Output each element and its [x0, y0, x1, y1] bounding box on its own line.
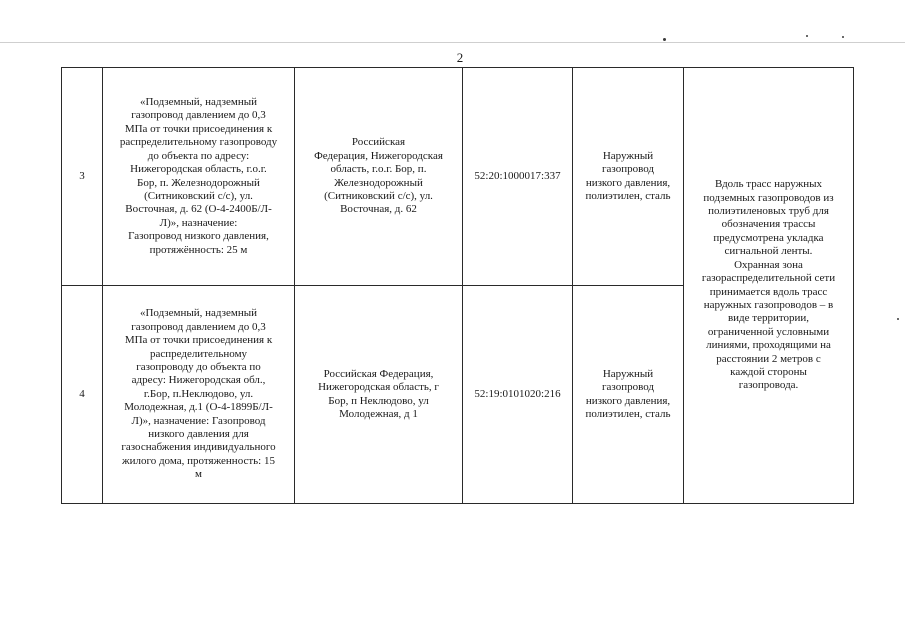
location-cell	[295, 68, 463, 286]
object-type: Наружный газопровод низкого давления, полиэтилен, сталь	[585, 149, 671, 202]
scan-speck	[842, 36, 844, 38]
object-description: «Подземный, надземный газопровод давлением до 0,3 МПа от точки присоединения к распределительному газопроводу до объекта по адресу: Нижегородская обл., г.Бор, п.Неклюдово, ул. Молодежная, д.1 (О-4-1899Б/Л- Л)», назначение: Газопровод низкого давления для газоснабжения индивидуального жилого дома, протяженность: 15 м	[121, 307, 276, 481]
scan-speck	[663, 38, 666, 41]
location-cell	[295, 286, 463, 504]
row-number-cell	[62, 68, 103, 286]
protection-zone-note: Вдоль трасс наружных подземных газопроводов из полиэтиленовых труб для обозначения трассы предусмотрена укладка сигнальной ленты. Охранная зона газораспределительной сети принимается вдоль трасс наружных газопроводов – в виде территории, ограниченной условными линиями, проходящими на расстоянии 2 метров с каждой стороны газопровода.	[701, 178, 836, 392]
scan-speck	[897, 318, 899, 320]
cadastral-number: 52:19:0101020:216	[474, 387, 561, 400]
cadastral-cell	[463, 68, 573, 286]
cadastral-number: 52:20:1000017:337	[474, 169, 561, 182]
page-number: 2	[456, 50, 464, 65]
scan-speck	[806, 35, 808, 37]
object-description-cell	[103, 68, 295, 286]
object-description-cell	[103, 286, 295, 504]
row-number: 3	[79, 169, 85, 182]
top-scan-line	[0, 42, 905, 43]
objects-table	[61, 67, 854, 504]
protection-zone-cell	[684, 68, 854, 504]
object-location: Российская Федерация, Нижегородская область, г.о.г. Бор, п. Железнодорожный (Ситниковский с/с), ул. Восточная, д. 62	[314, 136, 443, 216]
object-type: Наружный газопровод низкого давления, полиэтилен, сталь	[585, 367, 671, 420]
row-number: 4	[79, 387, 85, 400]
object-description: «Подземный, надземный газопровод давлением до 0,3 МПа от точки присоединения к распределительному газопроводу до объекта по адресу: Нижегородская область, г.о.г. Бор, п. Железнодорожный (Ситниковский с/с), ул. Восточная, д. 62 (О-4-2400Б/Л- Л)», назначение: Газопровод низкого давления, протяжённость: 25 м	[119, 96, 278, 256]
table-row	[62, 68, 854, 286]
object-type-cell	[573, 68, 684, 286]
object-location: Российская Федерация, Нижегородская область, г Бор, п Неклюдово, ул Молодежная, д 1	[318, 367, 439, 420]
object-type-cell	[573, 286, 684, 504]
cadastral-cell	[463, 286, 573, 504]
row-number-cell	[62, 286, 103, 504]
